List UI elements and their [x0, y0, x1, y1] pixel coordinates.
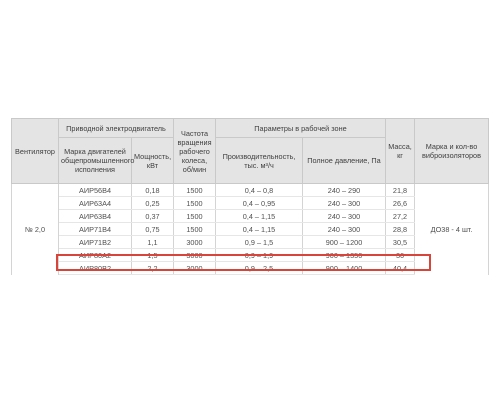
pressure-cell: 240 – 300	[303, 210, 386, 223]
motor-brand-cell: АИР80В2	[59, 262, 132, 275]
header-vibro-isolators: Марка и кол-во виброизоляторов	[415, 119, 489, 184]
power-cell: 1,1	[132, 236, 174, 249]
speed-cell: 1500	[174, 197, 216, 210]
mass-cell: 40,4	[386, 262, 415, 275]
pressure-cell: 240 – 290	[303, 184, 386, 197]
power-cell: 0,37	[132, 210, 174, 223]
header-work-zone-params: Параметры в рабочей зоне	[216, 119, 386, 138]
motor-brand-cell: АИР63А4	[59, 197, 132, 210]
fan-number-cell: № 2,0	[12, 184, 59, 275]
productivity-cell: 0,4 – 0,8	[216, 184, 303, 197]
header-rotation-speed: Частота вращения рабочего колеса, об/мин	[174, 119, 216, 184]
pressure-cell: 900 – 1200	[303, 236, 386, 249]
speed-cell: 1500	[174, 210, 216, 223]
header-productivity: Производительность, тыс. м³/ч	[216, 138, 303, 184]
power-cell: 0,18	[132, 184, 174, 197]
mass-cell: 28,8	[386, 223, 415, 236]
motor-brand-cell: АИР71В2	[59, 236, 132, 249]
productivity-cell: 0,4 – 1,15	[216, 223, 303, 236]
mass-cell: 26,6	[386, 197, 415, 210]
speed-cell: 3000	[174, 262, 216, 275]
header-drive-motor: Приводной электродвигатель	[59, 119, 174, 138]
speed-cell: 1500	[174, 223, 216, 236]
pressure-cell: 240 – 300	[303, 223, 386, 236]
productivity-cell: 0,9 – 1,5	[216, 236, 303, 249]
pressure-cell: 900 – 1350	[303, 249, 386, 262]
power-cell: 2,2	[132, 262, 174, 275]
power-cell: 1,5	[132, 249, 174, 262]
mass-cell: 21,8	[386, 184, 415, 197]
productivity-cell: 0,4 – 0,95	[216, 197, 303, 210]
speed-cell: 3000	[174, 236, 216, 249]
fan-spec-table	[11, 118, 489, 275]
mass-cell: 30,5	[386, 236, 415, 249]
power-cell: 0,25	[132, 197, 174, 210]
motor-brand-cell: АИР80А2	[59, 249, 132, 262]
productivity-cell: 0,9 – 1,9	[216, 249, 303, 262]
motor-brand-cell: АИР71В4	[59, 223, 132, 236]
vibro-isolator-cell: ДО38 - 4 шт.	[415, 184, 489, 275]
speed-cell: 1500	[174, 184, 216, 197]
header-full-pressure: Полное давление, Па	[303, 138, 386, 184]
header-mass: Масса, кг	[386, 119, 415, 184]
pressure-cell: 240 – 300	[303, 197, 386, 210]
header-fan: Вентилятор	[12, 119, 59, 184]
productivity-cell: 0,9 – 2,5	[216, 262, 303, 275]
power-cell: 0,75	[132, 223, 174, 236]
motor-brand-cell: АИР63В4	[59, 210, 132, 223]
speed-cell: 3000	[174, 249, 216, 262]
motor-brand-cell: АИР56В4	[59, 184, 132, 197]
table-row	[12, 184, 489, 197]
header-motor-brand: Марка двигателей общепромышленного исполнения	[59, 138, 132, 184]
header-power: Мощность, кВт	[132, 138, 174, 184]
mass-cell: 36	[386, 249, 415, 262]
pressure-cell: 900 – 1400	[303, 262, 386, 275]
productivity-cell: 0,4 – 1,15	[216, 210, 303, 223]
mass-cell: 27,2	[386, 210, 415, 223]
